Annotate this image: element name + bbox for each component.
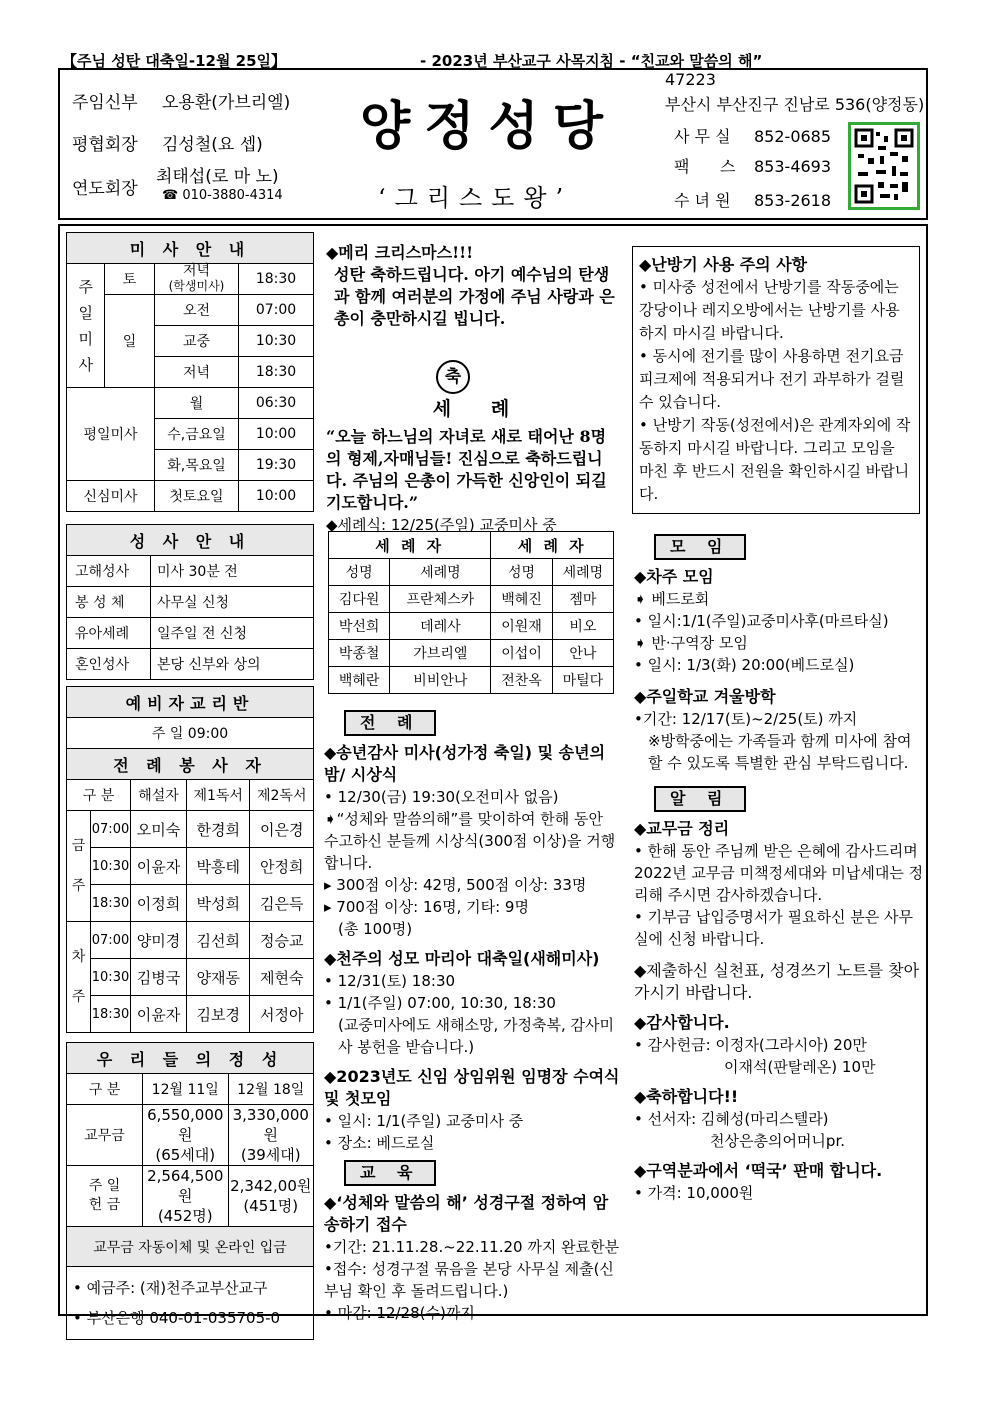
submission-notice: ◆제출하신 실천표, 성경쓰기 노트를 찾아가시기 바랍니다. [634,961,920,1002]
table-row: 비오 [552,613,613,640]
saturday-evening [155,264,239,295]
issue-date: 【주님 성탄 대축일-12월 25일】 [62,52,287,70]
bible-memorization-submit: •접수: 성경구절 묶음을 본당 사무실 제출(신부님 확인 후 돌려드립니다.) [324,1260,614,1300]
new-year-mass-eve: • 12/31(토) 18:30 [324,972,456,990]
offering-sunday-week2-count: (451명) [243,1197,299,1215]
this-week-label [67,811,91,922]
year-end-award-700: ▸ 700점 이상: 16명, 기타: 9명 [324,898,529,916]
sunday-mass-label [67,264,105,388]
header [58,68,928,220]
server-reader2: 이은경 [250,811,314,848]
server-commentator: 이윤자 [131,848,187,885]
table-row: 백혜란 [329,667,390,694]
devotion-mass-time: 10:00 [239,481,314,512]
server-reader1: 박성희 [186,885,250,922]
qr-code-icon[interactable] [848,122,920,210]
baptism-sub-christian-name: 세례명 [390,559,491,586]
main-content [58,224,928,1327]
server-commentator: 오미숙 [131,811,187,848]
council-row [72,130,263,155]
saturday-time: 18:30 [239,264,314,295]
celebration-badge-icon [436,360,470,394]
weekday-mon: 월 [155,388,239,419]
office-phone: 852-0685 [754,127,832,146]
saturday-evening-sub: (학생미사) [168,279,225,293]
server-time: 07:00 [91,922,131,959]
weekday-tue-thu: 화,목요일 [155,450,239,481]
table-row: 데레사 [390,613,491,640]
devotion-mass-label: 신심미사 [67,481,155,512]
committee-place: • 장소: 베드로실 [324,1134,435,1152]
convent-row [674,188,831,211]
server-reader1: 김보경 [186,996,250,1033]
offering-sunday-label: 주 일 헌 금 [67,1166,143,1227]
office-label: 사 무 실 [674,127,731,146]
weekday-wed-fri: 수,금요일 [155,419,239,450]
meeting-peter-date: • 일시:1/1(주일)교중미사후(마르타실) [634,612,889,630]
weekday-mass-label: 평일미사 [67,388,155,481]
baptism-table-header2: 세 례 자 [491,532,614,559]
weekday-wed-fri-time: 10:00 [239,419,314,450]
year-end-mass-title: ◆송년감사 미사(성가정 축일) 및 송년의 밤/ 시상식 [324,743,606,784]
congrats-pledge: • 선서자: 김혜성(마리스텔라) [634,1110,829,1128]
christmas-message: 성탄 축하드립니다. 아기 예수님의 탄생과 함께 여러분의 가정에 주님 사랑과 은총이 충만하시길 빕니다. [334,265,615,328]
pastor-row [72,88,290,113]
offering-tithe-week2 [228,1105,314,1166]
table-row: 백혜진 [491,586,552,613]
table-row: 박선희 [329,613,390,640]
baptism-message: “오늘 하느님의 자녀로 새로 태어난 8명의 형제,자매님들! 진심으로 축하드립니다. 주님의 은총이 가득한 신앙인이 되길 기도합니다.” [326,427,607,512]
meeting-district-date: • 일시: 1/3(화) 20:00(베드로실) [634,656,855,674]
server-time: 10:30 [91,959,131,996]
next-week-label-text: 차주 [71,949,86,1005]
baptism-sub-christian-name: 세례명 [552,559,613,586]
bible-memorization-title: ◆‘성체와 말씀의 해’ 성경구절 정하여 암송하기 접수 [324,1193,609,1234]
thanks-title: ◆감사합니다. [634,1013,730,1032]
table-row: 전찬옥 [491,667,552,694]
pastor-name: 오용환(가브리엘) [162,93,291,113]
sunday-main: 교중 [155,326,239,357]
thanks-donor-1: • 감사헌금: 이정자(그라시아) 20만 [634,1036,867,1054]
table-row: 이원재 [491,613,552,640]
address: 부산시 부산진구 진남로 536(양정동) [665,95,925,114]
thanks-donor-2: 이재석(판탈레온) 10만 [724,1058,876,1076]
sunday-evening: 저녁 [155,357,239,388]
weekday-tue-thu-time: 19:30 [239,450,314,481]
year-end-award-total: (총 100명) [338,920,413,938]
memorial-row [72,174,162,199]
committee-title: ◆2023년도 신임 상임위원 임명장 수여식 및 첫모임 [324,1067,620,1108]
sacrament-table [66,524,314,680]
catechism-time: 주 일 09:00 [67,718,314,749]
table-row: 젬마 [552,586,613,613]
server-reader2: 안정희 [250,848,314,885]
table-row: 박종철 [329,640,390,667]
catechism-title: 예비자교리반 [67,687,314,718]
offering-header-date1: 12월 11일 [143,1074,229,1105]
catechism-table [66,686,314,749]
offering-tithe-week1-count: (65세대) [155,1146,216,1164]
fax-row [674,154,831,177]
notice-section-label: 알 림 [654,786,746,812]
server-commentator: 김병국 [131,959,187,996]
sacrament-title: 성 사 안 내 [67,525,314,556]
devotion-mass-day: 첫토요일 [155,481,239,512]
sacrament-communion: 봉 성 체 [67,587,151,618]
sacrament-marriage: 혼인성사 [67,649,151,680]
bible-memorization-deadline: • 마감: 12/28(수)까지 [324,1304,475,1322]
sunday-mass-label-text: 주일미사 [78,277,93,374]
servers-header-reader2: 제2독서 [250,780,314,811]
convent-phone: 853-2618 [754,191,832,210]
committee-date: • 일시: 1/1(주일) 교중미사 중 [324,1112,524,1130]
tithe-title: ◆교무금 정리 [634,819,730,838]
offering-sunday-week1-count: (452명) [157,1207,213,1225]
sunday-morning-time: 07:00 [239,295,314,326]
sacrament-communion-value: 사무실 신청 [151,587,314,618]
mass-schedule-title: 미 사 안 내 [67,233,314,264]
account-info [67,1267,314,1340]
pastor-label: 주임신부 [72,93,138,113]
server-reader2: 제현숙 [250,959,314,996]
meeting-peter: ➧ 베드로회 [634,590,710,608]
offering-header-date2: 12월 18일 [228,1074,314,1105]
heater-notice-3: • 난방기 작동(성전에서)은 관계자외에 작동하지 마시길 바랍니다. 그리고 모임을 마친 후 반드시 전원을 확인하시길 바랍니다. [639,416,911,503]
account-number: • 부산은행 040-01-035705-0 [73,1309,281,1327]
offering-sunday-week1-amount: 2,564,500원 [147,1167,224,1205]
tithe-note-2: • 기부금 납입증명서가 필요하신 분은 사무실에 신청 바랍니다. [634,908,914,948]
middle-column [326,242,616,536]
weekday-mon-time: 06:30 [239,388,314,419]
fax-number: 853-4693 [754,157,832,176]
office-row [674,124,831,147]
sacrament-confession-value: 미사 30분 전 [151,556,314,587]
mass-schedule-table [66,232,314,512]
winter-break-title: ◆주일학교 겨울방학 [634,687,776,706]
table-row: 마틸다 [552,667,613,694]
parish-title: 양정성당 [360,96,617,157]
offering-sunday-week2-amount: 2,342,00원 [230,1177,312,1195]
new-year-mass-note: (교중미사에도 새해소망, 가정축복, 감사미사 봉헌을 받습니다.) [338,1016,615,1056]
table-row: 비비안나 [390,667,491,694]
server-time: 07:00 [91,811,131,848]
server-reader2: 서정아 [250,996,314,1033]
table-row: 이섭이 [491,640,552,667]
account-holder: • 예금주: (재)천주교부산교구 [73,1279,268,1297]
tithe-note-1: • 한해 동안 주님께 받은 은혜에 감사드리며 2022년 교무금 미책정세대와 미납세대는 정리해 주시면 감사하겠습니다. [634,842,924,904]
new-year-mass-day: • 1/1(주일) 07:00, 10:30, 18:30 [324,994,556,1012]
sacrament-marriage-value: 본당 신부와 상의 [151,649,314,680]
new-year-mass-title: ◆천주의 성모 마리아 대축일(새해미사) [324,949,600,968]
baptism-table-header1: 세 례 자 [329,532,491,559]
heater-notice-1: • 미사중 성전에서 난방기를 작동중에는 강당이나 레지오방에서는 난방기를 사용하지 마시길 바랍니다. [639,278,900,342]
saturday-evening-text: 저녁 [182,263,211,279]
servers-header-reader1: 제1독서 [186,780,250,811]
server-time: 18:30 [91,996,131,1033]
year-end-award-300: ▸ 300점 이상: 42명, 500점 이상: 33명 [324,876,587,894]
offering-tithe-week2-amount: 3,330,000원 [232,1106,309,1144]
convent-label: 수 녀 원 [674,191,731,210]
sunday-evening-time: 18:30 [239,357,314,388]
next-week-label [67,922,91,1033]
baptism-sub-name: 성명 [491,559,552,586]
server-reader1: 김선희 [186,922,250,959]
next-week-meeting-title: ◆차주 모임 [634,567,714,586]
heater-notice-title: ◆난방기 사용 주의 사항 [639,255,808,274]
council-name: 김성철(요 셉) [162,135,263,155]
year-end-mass-award: ➧“성체와 말씀의해”를 맞이하여 한해 동안 수고하신 분들께 시상식(300점 이상)을 거행합니다. [324,810,616,872]
server-time: 18:30 [91,885,131,922]
christmas-title: ◆메리 크리스마스!!! [326,243,474,262]
winter-break-period: •기간: 12/17(토)~2/25(토) 까지 [634,710,858,728]
offering-header-category: 구 분 [67,1074,143,1105]
sacrament-infant-value: 일주일 전 신청 [151,618,314,649]
baptism-table [328,531,614,694]
rice-cake-price: • 가격: 10,000원 [634,1184,754,1202]
server-commentator: 이정희 [131,885,187,922]
education-section-label: 교 육 [344,1160,436,1186]
table-row: 프란체스카 [390,586,491,613]
sunday-main-time: 10:30 [239,326,314,357]
offering-table [66,1042,314,1340]
table-row: 안나 [552,640,613,667]
server-commentator: 양미경 [131,922,187,959]
rice-cake-title: ◆구역분과에서 ‘떡국’ 판매 합니다. [634,1161,883,1180]
server-reader1: 한경희 [186,811,250,848]
servers-table [66,748,314,1033]
congrats-praesidium: 천상은총의어머니pr. [710,1132,846,1150]
auto-transfer-title: 교무금 자동이체 및 온라인 입금 [67,1227,314,1267]
heater-notice-2: • 동시에 전기를 많이 사용하면 전기요금 피크제에 적용되거나 전기 과부하가 걸릴 수 있습니다. [639,347,905,411]
council-label: 평협회장 [72,135,138,155]
offering-tithe-week1 [143,1105,229,1166]
server-reader2: 김은득 [250,885,314,922]
offering-tithe-week1-amount: 6,550,000원 [147,1106,224,1144]
bible-memorization-period: •기간: 21.11.28.~22.11.20 까지 완료한분 [324,1238,620,1256]
baptism-when: ◆세례식: 12/25(주일) 교중미사 중 [326,516,557,534]
table-row: 가브리엘 [390,640,491,667]
liturgy-section-label: 전 례 [344,710,436,736]
middle-lower-column [324,704,620,1324]
celebration-badge-text: 축 [444,367,462,387]
year-end-mass-date: • 12/30(금) 19:30(오전미사 없음) [324,788,559,806]
parish-subtitle: ‘그리스도왕’ [378,184,573,212]
server-commentator: 이윤자 [131,996,187,1033]
server-reader2: 정승교 [250,922,314,959]
memorial-phone: ☎ 010-3880-4314 [162,188,283,203]
fax-label: 팩 스 [674,157,736,176]
sacrament-infant: 유아세례 [67,618,151,649]
offering-tithe-week2-count: (39세대) [240,1146,301,1164]
meeting-section-label: 모 임 [654,534,746,560]
offering-tithe-label: 교무금 [67,1105,143,1166]
offering-title: 우 리 들 의 정 성 [67,1043,314,1074]
zip-code: 47223 [665,70,716,89]
offering-sunday-week1 [143,1166,229,1227]
memorial-label: 연도회장 [72,179,138,199]
memorial-name: 최태섭(로 마 노) [156,167,279,187]
table-row: 김다원 [329,586,390,613]
pastoral-motto: - 2023년 부산교구 사목지침 - “친교와 말씀의 해” [420,52,763,70]
sunday-morning: 오전 [155,295,239,326]
right-column [634,528,924,1204]
saturday-label: 토 [105,264,155,295]
offering-sunday-week2 [228,1166,314,1227]
servers-header-category: 구 분 [67,780,131,811]
winter-break-note: ※방학중에는 가족들과 함께 미사에 참여할 수 있도록 특별한 관심 부탁드립니다. [648,732,912,772]
server-reader1: 박흥테 [186,848,250,885]
meeting-district: ➧ 반·구역장 모임 [634,634,748,652]
sunday-label: 일 [105,295,155,388]
congrats-title: ◆축하합니다!! [634,1087,739,1106]
baptism-title: 세 례 [432,398,510,420]
baptism-sub-name: 성명 [329,559,390,586]
servers-title: 전 례 봉 사 자 [67,749,314,780]
this-week-label-text: 금주 [71,838,86,894]
sacrament-confession: 고해성사 [67,556,151,587]
servers-header-commentator: 해설자 [131,780,187,811]
heater-notice-box [632,246,920,514]
server-time: 10:30 [91,848,131,885]
server-reader1: 양재동 [186,959,250,996]
